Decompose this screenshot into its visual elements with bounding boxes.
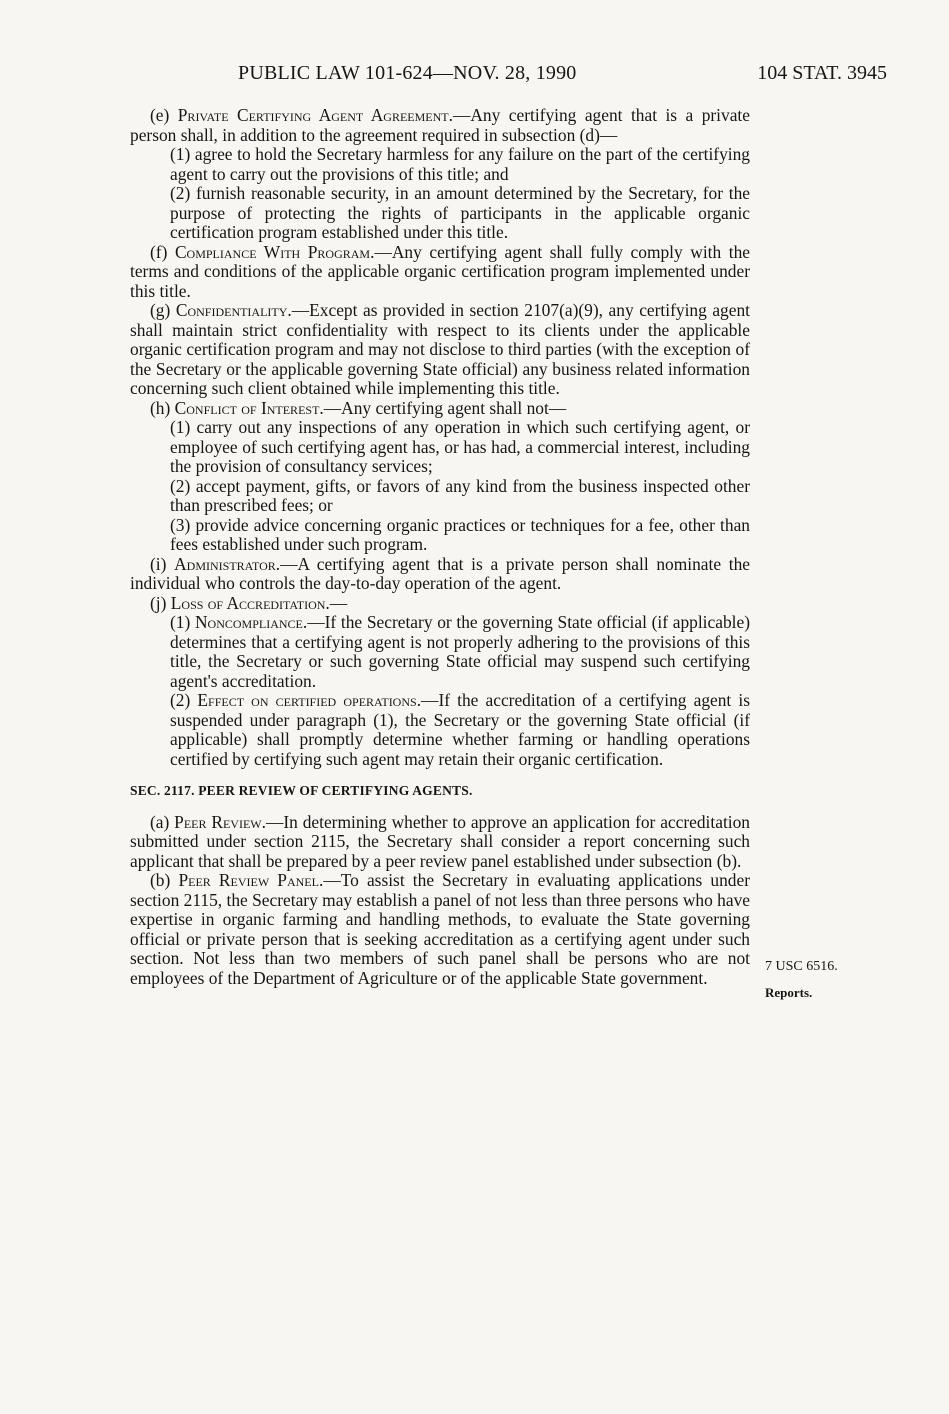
subsection-j-item-2 — [130, 691, 750, 769]
item-text: —If the accreditation of a certifying agent is suspended under paragraph (1), the Secretary or the governing State official (if applicable) shall promptly determine whether farming or handling operations certified by certifying such agent may retain their organic certification. — [170, 690, 750, 769]
subsection-heading: Peer Review Panel. — [178, 870, 324, 890]
subsection-marker: (e) — [150, 105, 170, 125]
subsection-heading: Private Certifying Agent Agreement. — [177, 105, 453, 125]
item-marker: (1) — [170, 612, 191, 632]
page-citation: 104 STAT. 3945 — [757, 62, 887, 84]
subsection-text: —Any certifying agent that is a private person shall, in addition to the agreement required in subsection (d)— — [130, 105, 750, 145]
subsection-e — [130, 106, 750, 145]
subsection-heading: Loss of Accreditation. — [170, 592, 330, 613]
section-heading: SEC. 2117. PEER REVIEW OF CERTIFYING AGENTS. — [130, 783, 473, 798]
subsection-text: —Any certifying agent shall not— — [323, 397, 567, 418]
subsection-marker: (i) — [150, 553, 167, 574]
subsection-e-item-2: (2) furnish reasonable security, in an amount determined by the Secretary, for the purpose of protecting the rights of participants in the applicable organic certification program established under this title. — [170, 183, 750, 242]
subsection-marker: (b) — [150, 870, 171, 890]
text-body — [130, 106, 750, 988]
subsection-text: —Except as provided in section 2107(a)(9), any certifying agent shall maintain strict confidentiality with respect to its clients under the applicable organic certification program and may not disclose to third parties (with the exception of the Secretary or the applicable governing State official) any business related information concerning such client obtained while implementing this title. — [130, 300, 751, 398]
subsection-marker: (j) — [150, 592, 167, 613]
subsection-e-item-1: (1) agree to hold the Secretary harmless for any failure on the part of the certifying agent to carry out the provisions of this title; and — [170, 144, 750, 184]
subsection-text: —Any certifying agent shall fully comply with the terms and conditions of the applicable organic certification program implemented under this title. — [130, 241, 750, 301]
sec2117-subsection-a — [130, 813, 750, 872]
subsection-j-item-1 — [130, 613, 750, 691]
subsection-g — [130, 301, 750, 399]
subsection-marker: (g) — [150, 300, 171, 320]
subsection-text: —To assist the Secretary in evaluating applications under section 2115, the Secretary may establish a panel of not less than three persons who have expertise in organic farming and handling methods, to evaluate the State governing official or private person that is seeking accreditation as a certifying agent under such section. Not less than two members of such panel shall be persons who are not employees of the Department of Agriculture or of the applicable State government. — [130, 870, 750, 988]
subsection-heading: Compliance With Program. — [174, 241, 375, 262]
subsection-marker: (h) — [150, 397, 171, 418]
running-header: PUBLIC LAW 101-624—NOV. 28, 1990 — [238, 62, 577, 84]
item-text: —If the Secretary or the governing State official (if applicable) determines that a certifying agent is not properly adhering to the provisions of this title, the Secretary or such governing State official may suspend such certifying agent's accreditation. — [170, 612, 750, 691]
subsection-text: —In determining whether to approve an application for accreditation submitted under section 2115, the Secretary shall consider a report concerning such applicant that shall be prepared by a peer review panel established under subsection (b). — [130, 811, 750, 871]
subsection-h — [130, 399, 750, 419]
subsection-j — [130, 594, 750, 614]
subsection-heading: Administrator. — [174, 553, 281, 574]
item-heading: Effect on certified operations. — [197, 690, 422, 710]
item-marker: (2) — [170, 690, 191, 710]
subsection-text: —A certifying agent that is a private person shall nominate the individual who controls the day-to-day operation of the agent. — [130, 553, 750, 593]
subsection-marker: (f) — [150, 241, 168, 262]
subsection-h-item-3: (3) provide advice concerning organic practices or techniques for a fee, other than fees established under such program. — [170, 514, 750, 554]
subsection-marker: (a) — [150, 811, 170, 832]
subsection-text: — — [329, 592, 348, 613]
subsection-heading: Peer Review. — [174, 811, 266, 832]
subsection-f — [130, 243, 750, 302]
item-heading: Noncompliance. — [194, 612, 308, 632]
subsection-heading: Conflict of Interest. — [174, 397, 324, 418]
margin-note-usc: 7 USC 6516. — [765, 959, 838, 974]
sec2117-subsection-b — [130, 871, 750, 988]
subsection-i — [130, 555, 750, 594]
subsection-h-item-1: (1) carry out any inspections of any operation in which such certifying agent, or employee of such certifying agent has, or has had, a commercial interest, including the provision of consultancy services; — [170, 417, 750, 476]
subsection-heading: Confidentiality. — [175, 300, 292, 320]
subsection-h-item-2: (2) accept payment, gifts, or favors of any kind from the business inspected other than prescribed fees; or — [170, 475, 750, 515]
margin-note-reports: Reports. — [765, 985, 813, 1000]
